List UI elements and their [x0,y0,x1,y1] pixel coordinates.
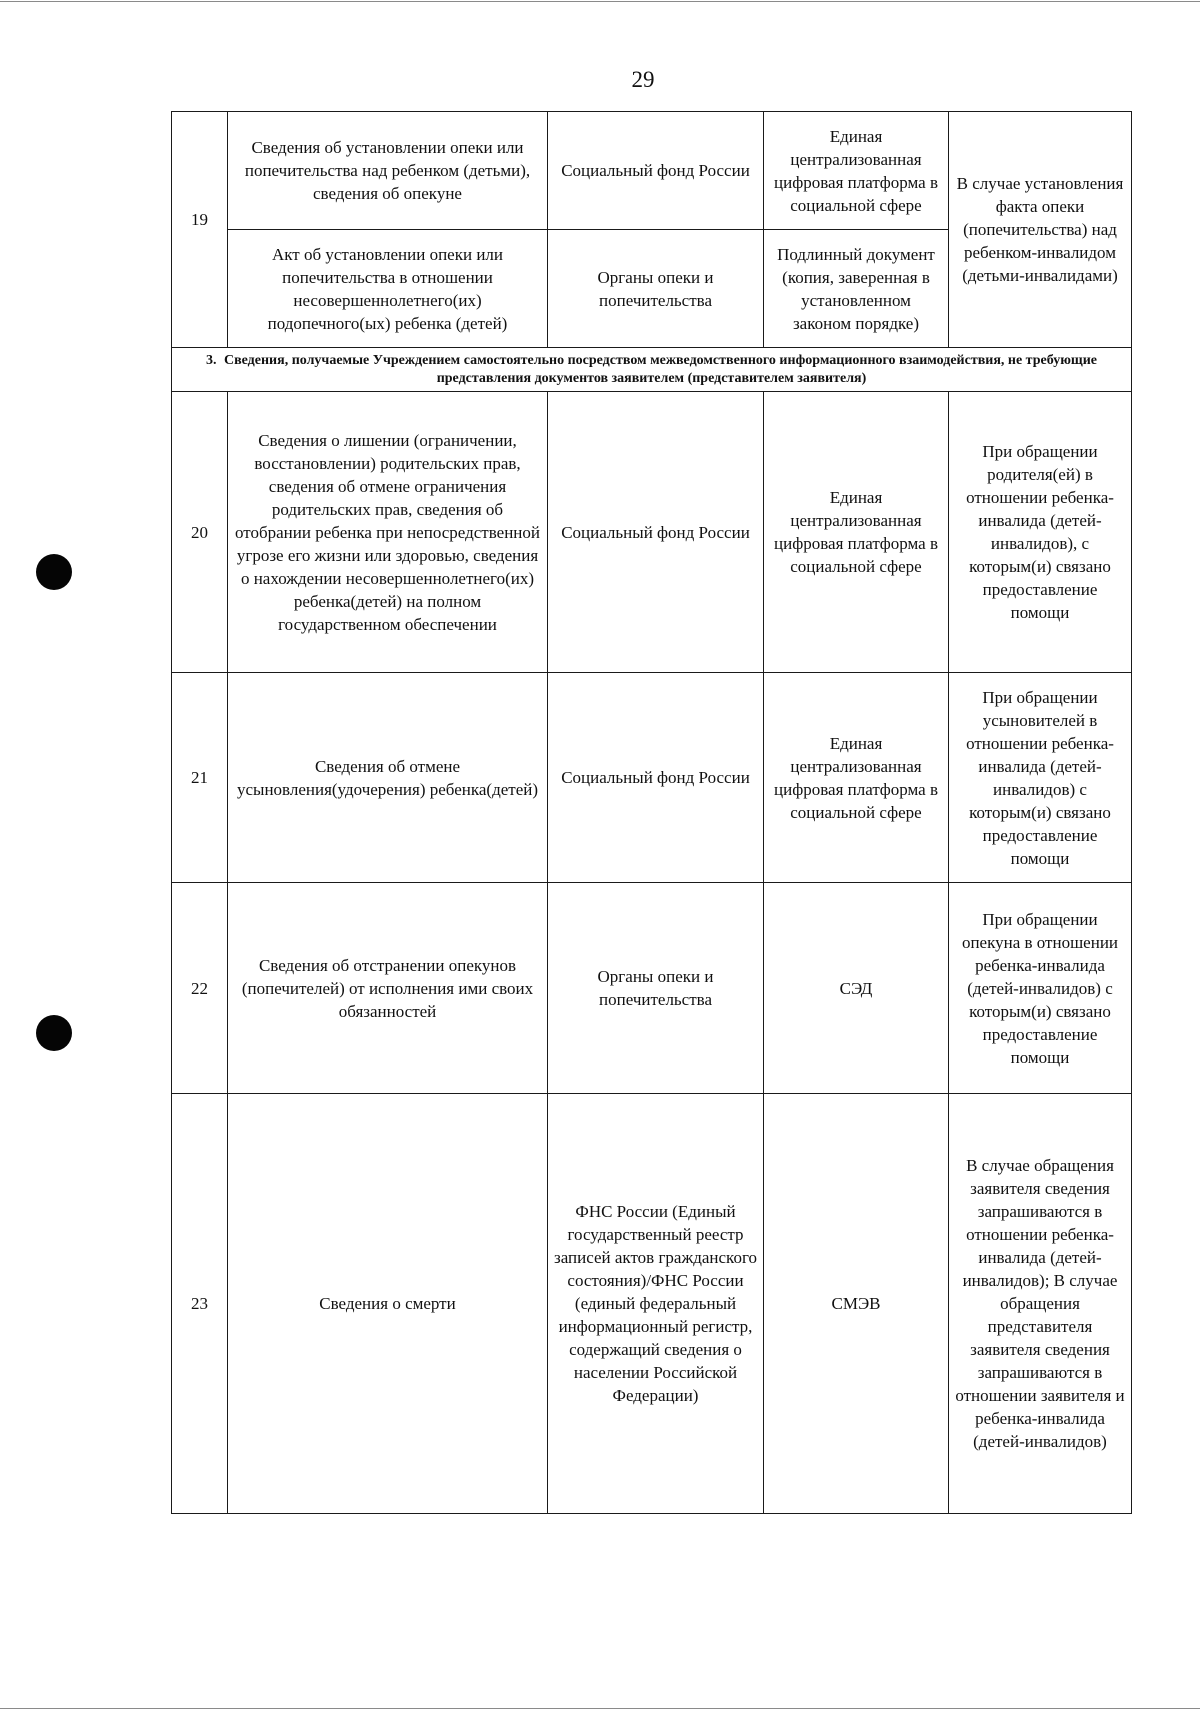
source-cell: Органы опеки и попечительства [548,230,764,348]
table-row [172,112,1132,230]
source-cell: ФНС России (Единый государственный реестр записей актов гражданского состояния)/ФНС России (единый федеральный информационный регистр, содержащий сведения о населении Российской Федерации) [548,1094,764,1514]
source-cell: Социальный фонд России [548,673,764,883]
condition-cell: В случае обращения заявителя сведения запрашиваются в отношении ребенка-инвалида (детей-инвалидов); В случае обращения представителя заявителя сведения запрашиваются в отношении заявителя и ребенка-инвалида (детей-инвалидов) [949,1094,1132,1514]
source-cell: Социальный фонд России [548,112,764,230]
method-cell: СЭД [764,883,949,1094]
info-cell: Сведения об отстранении опекунов (попечителей) от исполнения ими своих обязанностей [228,883,548,1094]
scan-bottom-edge [0,1708,1200,1709]
method-cell: СМЭВ [764,1094,949,1514]
row-number: 19 [172,112,228,348]
source-cell: Социальный фонд России [548,392,764,673]
section-number: 3. [205,352,217,368]
table-row [172,1094,1132,1514]
row-number: 23 [172,1094,228,1514]
table-row [172,392,1132,673]
punch-hole-mark [36,1015,72,1051]
section-header-row [172,348,1132,392]
row-number: 21 [172,673,228,883]
table-row [172,883,1132,1094]
condition-cell: При обращении усыновителей в отношении ребенка-инвалида (детей-инвалидов) с которым(и) связано предоставление помощи [949,673,1132,883]
info-cell: Сведения о лишении (ограничении, восстановлении) родительских прав, сведения об отмене ограничения родительских прав, сведения об отобрании ребенка при непосредственной угрозе его жизни или здоровью, сведения о нахождении несовершеннолетнего(их) ребенка(детей) на полном государственном обеспечении [228,392,548,673]
method-cell: Единая централизованная цифровая платформа в социальной сфере [764,392,949,673]
section-title: Сведения, получаемые Учреждением самостоятельно посредством межведомственного информационного взаимодействия, не требующие представления документов заявителем (представителем заявителя) [223,352,1097,386]
condition-cell: В случае установления факта опеки (попечительства) над ребенком-инвалидом (детьми-инвалидами) [949,112,1132,348]
info-cell: Сведения о смерти [228,1094,548,1514]
table-row [172,673,1132,883]
condition-cell: При обращении опекуна в отношении ребенка-инвалида (детей-инвалидов) с которым(и) связано предоставление помощи [949,883,1132,1094]
info-cell: Сведения об установлении опеки или попечительства над ребенком (детьми), сведения об опекуне [228,112,548,230]
info-cell: Акт об установлении опеки или попечительства в отношении несовершеннолетнего(их) подопечного(ых) ребенка (детей) [228,230,548,348]
punch-hole-mark [36,554,72,590]
method-cell: Единая централизованная цифровая платформа в социальной сфере [764,673,949,883]
source-cell: Органы опеки и попечительства [548,883,764,1094]
row-number: 20 [172,392,228,673]
row-number: 22 [172,883,228,1094]
info-cell: Сведения об отмене усыновления(удочерения) ребенка(детей) [228,673,548,883]
section-header [172,348,1132,392]
page-number: 29 [631,67,655,92]
condition-cell: При обращении родителя(ей) в отношении ребенка-инвалида (детей-инвалидов), с которым(и) связано предоставление помощи [949,392,1132,673]
scan-top-edge [0,1,1200,2]
method-cell: Единая централизованная цифровая платформа в социальной сфере [764,112,949,230]
method-cell: Подлинный документ (копия, заверенная в установленном законом порядке) [764,230,949,348]
information-sources-table [171,111,1132,1514]
